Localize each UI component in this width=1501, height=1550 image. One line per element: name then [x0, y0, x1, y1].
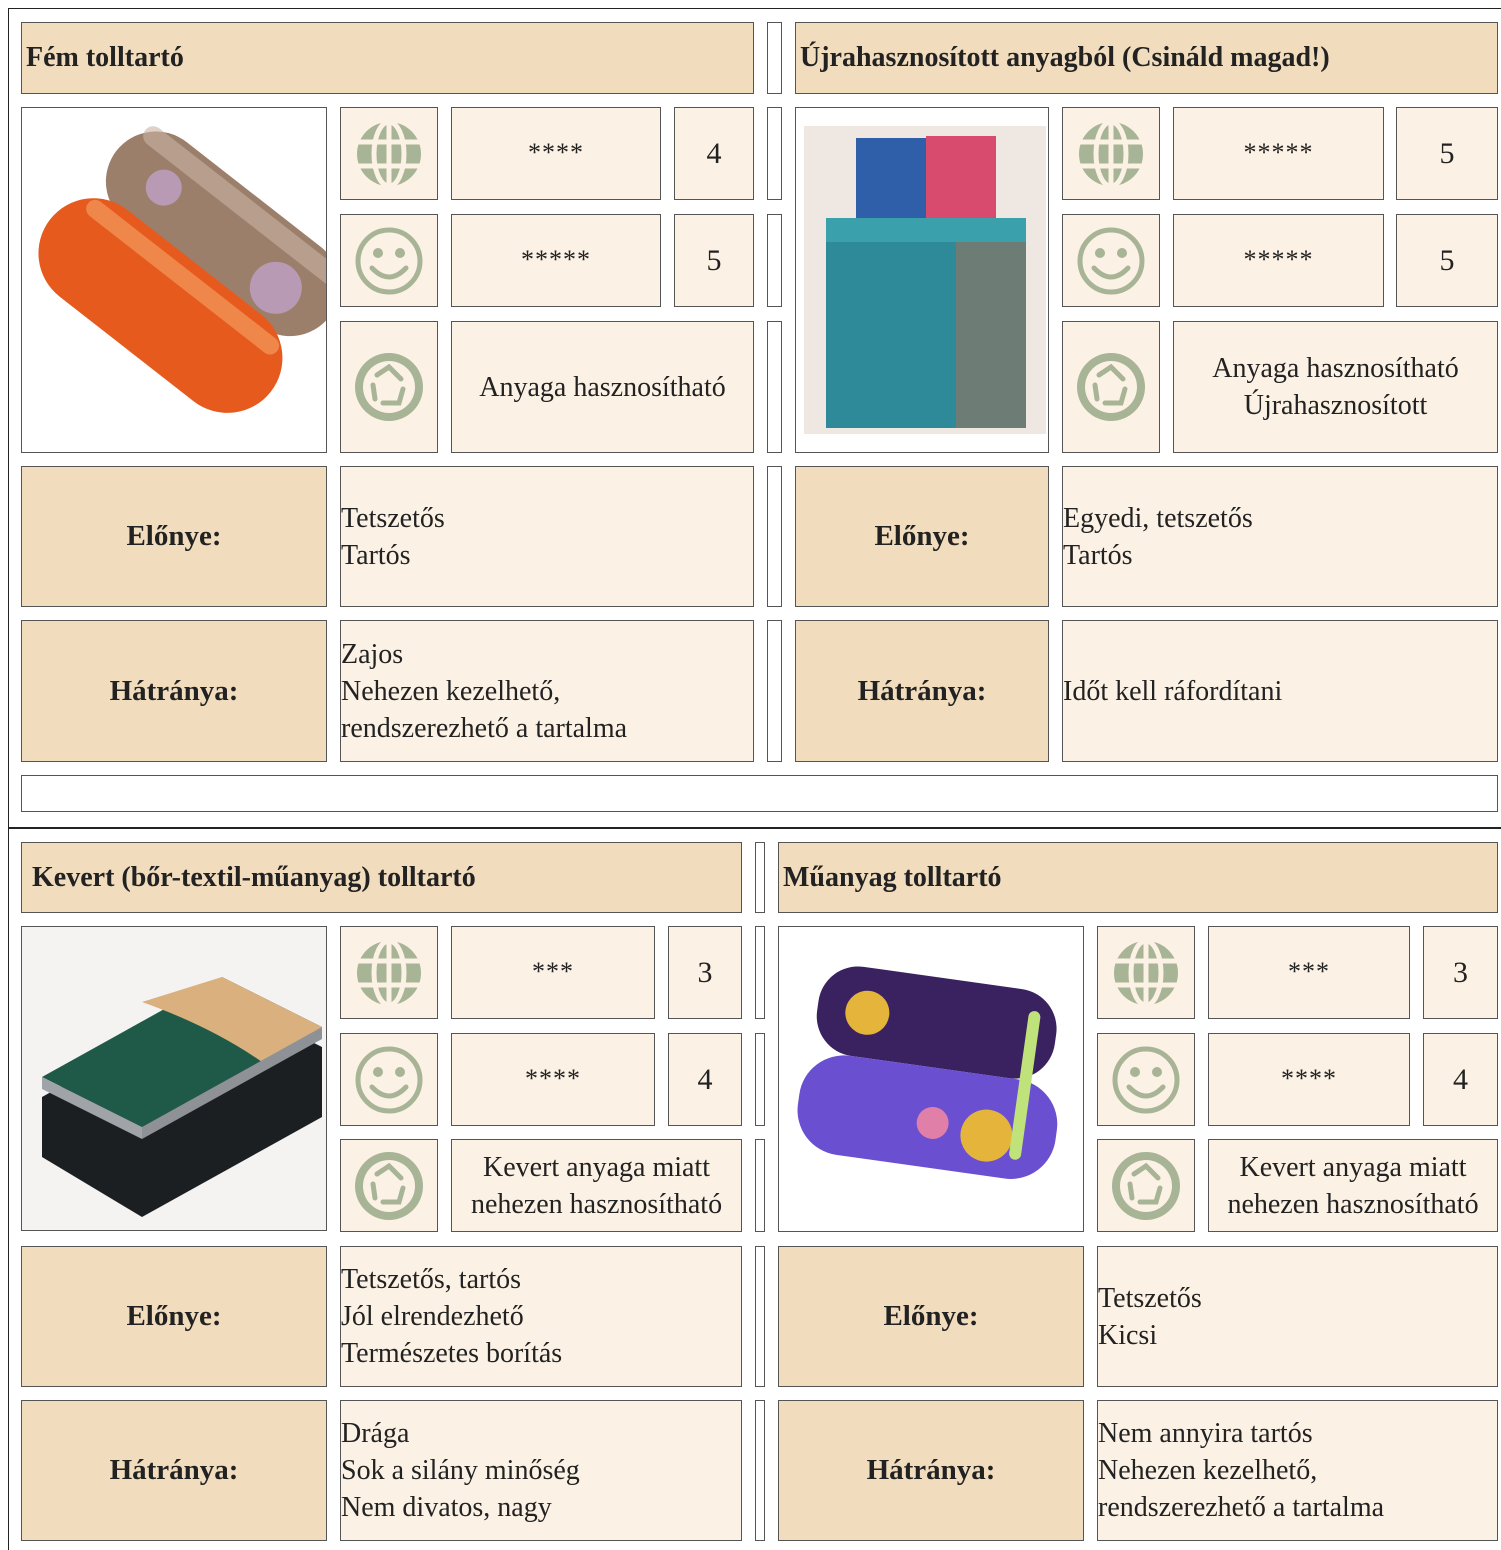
- env-rating-stars: ***: [1208, 926, 1410, 1019]
- pros-text: Egyedi, tetszetős Tartós: [1062, 466, 1498, 607]
- smiley-icon: [352, 1043, 426, 1117]
- pros-text: Tetszetős, tartós Jól elrendezhető Természetes borítás: [340, 1246, 742, 1387]
- sat-rating-score: 4: [1423, 1033, 1498, 1126]
- globe-icon: [352, 936, 426, 1010]
- env-icon-cell: [1097, 926, 1195, 1019]
- pros-text: Tetszetős Kicsi: [1097, 1246, 1498, 1387]
- recycle-icon-cell: [340, 1139, 438, 1232]
- env-rating-score: 5: [1396, 107, 1498, 200]
- globe-icon: [1074, 117, 1148, 191]
- cons-label: Hátránya:: [21, 1400, 327, 1541]
- sat-icon-cell: [340, 214, 438, 307]
- recycle-icon-cell: [340, 321, 438, 453]
- env-rating-stars: ***: [451, 926, 655, 1019]
- recycle-icon: [1073, 349, 1149, 425]
- recycle-text: Anyaga hasznosítható Újrahasznosított: [1173, 321, 1498, 453]
- env-rating-score: 4: [674, 107, 754, 200]
- smiley-icon: [352, 224, 426, 298]
- recycle-icon-cell: [1097, 1139, 1195, 1232]
- env-icon-cell: [340, 926, 438, 1019]
- left-rule: [8, 8, 9, 828]
- env-icon-cell: [340, 107, 438, 200]
- smiley-icon: [1109, 1043, 1183, 1117]
- env-rating-stars: ****: [451, 107, 661, 200]
- spacer-cell: [755, 1033, 765, 1126]
- product-title: Kevert (bőr-textil-műanyag) tolltartó: [21, 842, 742, 913]
- section-divider: [8, 827, 1501, 829]
- sat-rating-score: 4: [668, 1033, 742, 1126]
- cons-text: Időt kell ráfordítani: [1062, 620, 1498, 762]
- product-image-plastic-case: [778, 926, 1084, 1232]
- sat-rating-stars: ****: [1208, 1033, 1410, 1126]
- recycle-icon-cell: [1062, 321, 1160, 453]
- spacer-cell: [767, 466, 782, 607]
- product-title: Újrahasznosított anyagból (Csináld magad!): [795, 22, 1498, 94]
- sat-rating-score: 5: [1396, 214, 1498, 307]
- empty-row: [21, 775, 1498, 812]
- pros-label: Előnye:: [778, 1246, 1084, 1387]
- left-rule-lower: [8, 829, 9, 1550]
- env-rating-score: 3: [668, 926, 742, 1019]
- smiley-icon: [1074, 224, 1148, 298]
- spacer-cell: [755, 1400, 765, 1541]
- spacer-cell: [767, 107, 782, 200]
- cons-text: Drága Sok a silány minőség Nem divatos, nagy: [340, 1400, 742, 1541]
- product-title: Fém tolltartó: [21, 22, 754, 94]
- product-image-metal-case: [21, 107, 327, 453]
- cons-label: Hátránya:: [795, 620, 1049, 762]
- sat-rating-score: 5: [674, 214, 754, 307]
- spacer-cell: [755, 1139, 765, 1232]
- globe-icon: [1109, 936, 1183, 1010]
- sat-icon-cell: [340, 1033, 438, 1126]
- pros-label: Előnye:: [21, 466, 327, 607]
- sat-icon-cell: [1097, 1033, 1195, 1126]
- product-title: Műanyag tolltartó: [778, 842, 1498, 913]
- cons-label: Hátránya:: [21, 620, 327, 762]
- spacer-cell: [755, 1246, 765, 1387]
- product-image-recycled-case: [795, 107, 1049, 453]
- recycle-text: Kevert anyaga miatt nehezen hasznosítható: [451, 1139, 742, 1232]
- cons-label: Hátránya:: [778, 1400, 1084, 1541]
- sat-icon-cell: [1062, 214, 1160, 307]
- spacer-cell: [767, 321, 782, 453]
- product-image-mixed-case: [21, 926, 327, 1231]
- pros-label: Előnye:: [795, 466, 1049, 607]
- recycle-icon: [351, 1148, 427, 1224]
- spacer-cell: [767, 22, 782, 94]
- cons-text: Zajos Nehezen kezelhető, rendszerezhető a tartalma: [340, 620, 754, 762]
- env-icon-cell: [1062, 107, 1160, 200]
- sat-rating-stars: *****: [451, 214, 661, 307]
- recycle-text: Anyaga hasznosítható: [451, 321, 754, 453]
- sat-rating-stars: *****: [1173, 214, 1384, 307]
- cons-text: Nem annyira tartós Nehezen kezelhető, rendszerezhető a tartalma: [1097, 1400, 1498, 1541]
- env-rating-stars: *****: [1173, 107, 1384, 200]
- sat-rating-stars: ****: [451, 1033, 655, 1126]
- recycle-icon: [351, 349, 427, 425]
- spacer-cell: [767, 214, 782, 307]
- env-rating-score: 3: [1423, 926, 1498, 1019]
- pros-label: Előnye:: [21, 1246, 327, 1387]
- spacer-cell: [755, 842, 765, 913]
- recycle-text: Kevert anyaga miatt nehezen hasznosítható: [1208, 1139, 1498, 1232]
- top-rule: [8, 8, 1501, 9]
- globe-icon: [352, 117, 426, 191]
- spacer-cell: [755, 926, 765, 1019]
- recycle-icon: [1108, 1148, 1184, 1224]
- pros-text: Tetszetős Tartós: [340, 466, 754, 607]
- spacer-cell: [767, 620, 782, 762]
